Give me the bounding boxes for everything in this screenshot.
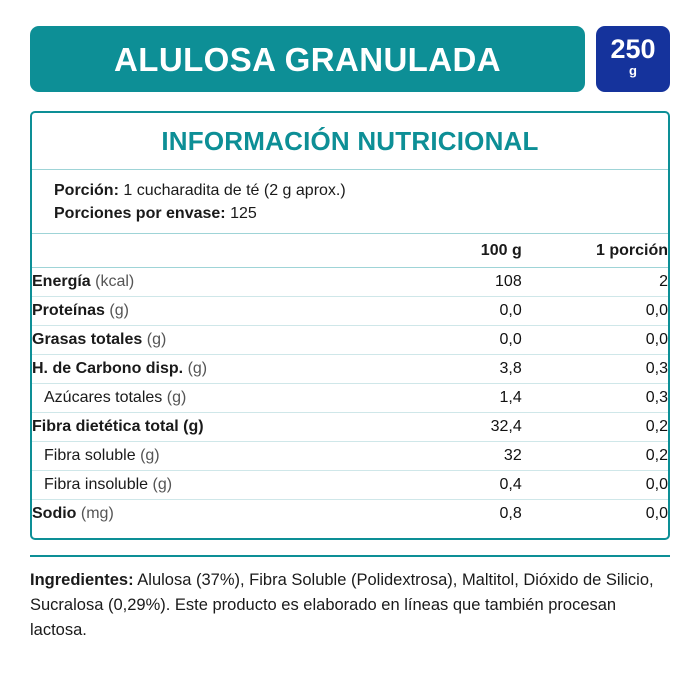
table-row [32,442,668,471]
nutrient-value-portion: 0,0 [522,471,668,500]
ingredients-label: Ingredientes: [30,571,134,590]
nutrient-unit: (g) [140,447,160,465]
nutrient-value-portion: 0,0 [522,326,668,355]
nutrition-table-head [32,234,668,268]
table-row [32,268,668,297]
nutrition-panel [30,111,670,540]
nutrient-value-100g: 32 [375,442,521,471]
nutrient-value-portion: 0,0 [645,505,668,523]
net-weight-value: 250 [610,34,656,65]
column-header-per-portion: 1 porción [522,234,668,268]
nutrient-unit: (g) [146,331,167,349]
nutrient-value-portion: 0,2 [522,442,668,471]
ingredients-section [30,555,670,642]
nutrient-name: Fibra soluble (g) [44,447,160,465]
nutrient-name: Fibra insoluble (g) [44,476,173,494]
nutrient-unit: (g) [109,302,129,320]
nutrient-name: Sodio (mg) [32,505,114,523]
nutrient-value-portion: 0,0 [522,297,668,326]
nutrient-unit: (g) [152,476,173,494]
nutrition-table-body [32,268,668,529]
table-row [32,500,668,529]
table-row [32,326,668,355]
serving-info [32,169,668,233]
nutrient-unit: (g) [187,360,208,378]
nutrient-name: Azúcares totales (g) [44,389,187,407]
nutrient-value-portion: 0,3 [522,384,668,413]
product-title-box [30,26,585,92]
servings-per-container-line [54,202,646,225]
nutrient-value-100g: 0,0 [375,326,521,355]
table-row [32,413,668,442]
nutrient-value-portion: 2 [522,268,668,297]
column-header-per-100g: 100 g [375,234,521,268]
nutrient-value-portion: 0,3 [522,355,668,384]
nutrient-unit: (kcal) [95,273,135,291]
serving-size-line [54,179,646,202]
product-title: ALULOSA GRANULADA [114,40,501,78]
product-header [30,26,670,92]
net-weight-badge [596,26,670,92]
nutrient-unit: (g) [166,389,187,407]
table-row [32,297,668,326]
nutrient-value-100g: 108 [375,268,521,297]
nutrition-table [32,233,668,528]
net-weight-unit: g [629,63,637,79]
table-row [32,355,668,384]
nutrient-name: Proteínas (g) [32,302,129,320]
nutrient-value-100g: 32,4 [375,413,521,442]
nutrient-value-100g: 0,4 [375,471,521,500]
nutrient-name: H. de Carbono disp. (g) [32,360,208,378]
servings-per-container-value: 125 [230,205,257,223]
nutrient-name: Energía (kcal) [32,273,135,291]
nutrient-name: Fibra dietética total (g) [32,418,204,436]
nutrition-panel-title: INFORMACIÓN NUTRICIONAL [161,126,539,156]
nutrient-value-100g: 3,8 [375,355,521,384]
servings-per-container-label: Porciones por envase: [54,205,226,223]
nutrient-value-100g: 1,4 [375,384,521,413]
ingredients-text: Alulosa (37%), Fibra Soluble (Polidextrosa), Maltitol, Dióxido de Silicio, Sucralosa (0,29%). Este producto es elaborado en líneas que también procesan lactosa. [30,571,654,639]
column-header-nutrient [32,234,375,268]
nutrient-value-100g: 0,8 [499,505,522,523]
nutrient-value-portion: 0,2 [522,413,668,442]
serving-size-value: 1 cucharadita de té (2 g aprox.) [123,182,346,199]
table-header-row [32,234,668,268]
nutrient-name: Grasas totales (g) [32,331,167,349]
nutrient-unit: (mg) [80,505,114,523]
table-row [32,384,668,413]
table-row [32,471,668,500]
serving-size-label: Porción: [54,182,119,199]
nutrient-value-100g: 0,0 [375,297,521,326]
